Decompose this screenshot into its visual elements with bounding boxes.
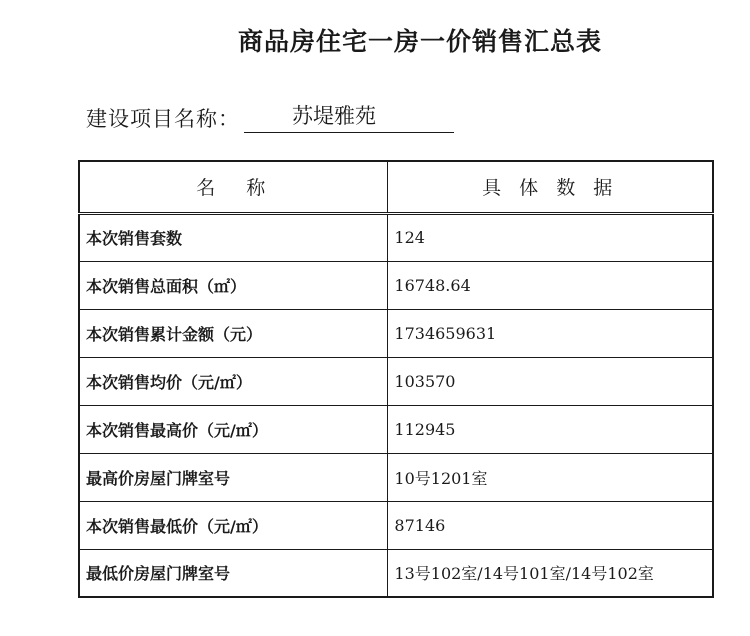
row-value: 16748.64 — [388, 261, 713, 309]
document-title: 商品房住宅一房一价销售汇总表 — [237, 27, 602, 56]
project-label: 建设项目名称： — [86, 107, 240, 131]
row-label: 本次销售最低价（元/㎡） — [79, 501, 388, 549]
row-value: 103570 — [388, 357, 713, 405]
table-row — [79, 549, 713, 597]
row-label: 最低价房屋门牌室号 — [79, 549, 388, 597]
table-row — [79, 357, 713, 405]
header-data: 具 体 数 据 — [388, 161, 713, 213]
table-header-row — [79, 161, 713, 213]
table-row — [79, 309, 713, 357]
sales-summary-table — [78, 160, 714, 598]
row-label: 本次销售套数 — [79, 213, 388, 261]
row-value: 1734659631 — [388, 309, 713, 357]
row-label: 最高价房屋门牌室号 — [79, 453, 388, 501]
row-label: 本次销售累计金额（元） — [79, 309, 388, 357]
table-row — [79, 453, 713, 501]
row-value: 10号1201室 — [388, 453, 713, 501]
project-line — [86, 100, 454, 133]
row-value: 13号102室/14号101室/14号102室 — [388, 549, 713, 597]
header-name: 名 称 — [79, 161, 388, 213]
table-row — [79, 405, 713, 453]
row-label: 本次销售总面积（㎡） — [79, 261, 388, 309]
row-value: 87146 — [388, 501, 713, 549]
row-label: 本次销售最高价（元/㎡） — [79, 405, 388, 453]
row-value: 112945 — [388, 405, 713, 453]
row-label: 本次销售均价（元/㎡） — [79, 357, 388, 405]
project-name: 苏堤雅苑 — [244, 100, 454, 133]
row-value: 124 — [388, 213, 713, 261]
table-row — [79, 261, 713, 309]
table-row — [79, 213, 713, 261]
table-row — [79, 501, 713, 549]
